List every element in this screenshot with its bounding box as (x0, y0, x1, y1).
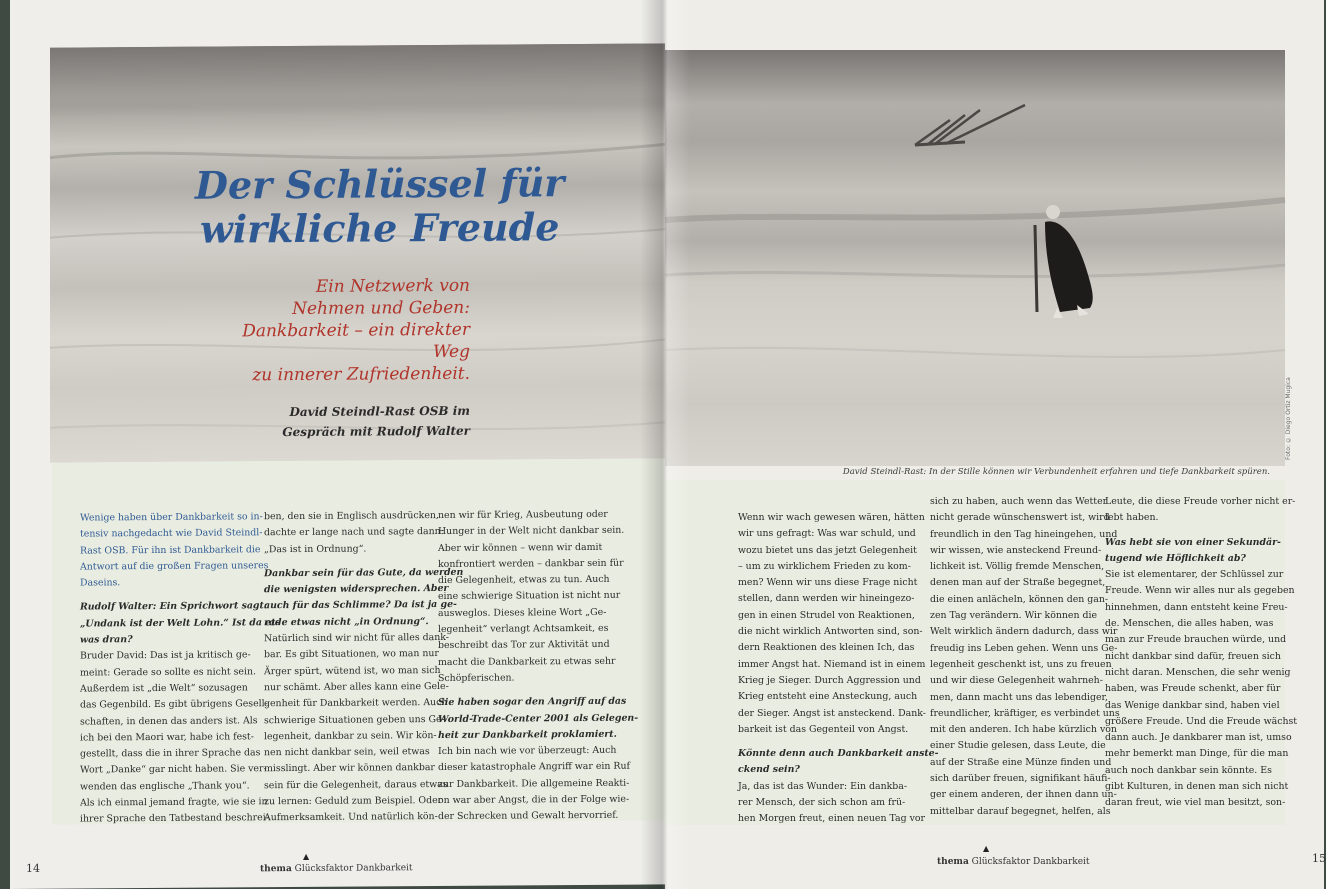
text-line: zur Dankbarkeit. Die allgemeine Reakti- (438, 777, 630, 790)
beach-scene (665, 50, 1285, 466)
walking-monk (1035, 205, 1093, 318)
text-line: das Gegenbild. Es gibt übrigens Gesell- (80, 698, 268, 711)
subtitle-line: Ein Netzwerk von (315, 275, 470, 297)
text-line: nicht daran. Menschen, die sehr wenig (1105, 666, 1291, 678)
text-line: rer Mensch, der sich schon am frü- (738, 797, 906, 809)
text-line: „Das ist in Ordnung“. (264, 543, 367, 555)
text-line: gestellt, dass die in ihrer Sprache das (80, 747, 261, 760)
text-line: dern Reaktionen des kleinen Ich, das (738, 642, 915, 654)
text-line: Außerdem ist „die Welt“ sozusagen (80, 682, 248, 695)
text-line: schwierige Situationen geben uns Ge- (264, 713, 445, 726)
interview-question-line: tugend wie Höflichkeit ab? (1105, 552, 1246, 564)
text-line: barkeit ist das Gegenteil von Angst. (738, 723, 909, 735)
subtitle-line: zu innerer Zufriedenheit. (252, 363, 470, 386)
text-panel-right (665, 480, 1298, 825)
text-line: ihrer Sprache den Tatbestand beschrei- (80, 812, 269, 825)
text-line: genheit für Dankbarkeit werden. Auch (264, 697, 448, 710)
text-line: ger einem anderen, der ihnen dann un- (930, 789, 1117, 801)
text-line: Als ich einmal jemand fragte, wie sie in (80, 796, 268, 809)
text-line: eine schwierige Situation ist nicht nur (438, 590, 621, 603)
text-line: nen nicht dankbar sein, weil etwas (264, 746, 430, 759)
interview-question-line: Dankbar sein für das Gute, da werden (264, 566, 464, 580)
text-line: hen Morgen freut, einen neuen Tag vor (738, 813, 926, 825)
text-line: mit den anderen. Ich habe kürzlich von (930, 724, 1117, 736)
article-byline (255, 401, 470, 443)
text-line: mittelbar darauf begegnet, helfen, als (930, 805, 1111, 817)
footer-left (260, 863, 413, 874)
interview-question-line: die wenigsten widersprechen. Aber (264, 583, 449, 596)
text-line: wenden das englische „Thank you“. (80, 780, 250, 793)
byline-line: David Steindl-Rast OSB im (289, 403, 470, 420)
text-line: legenheit, dankbar zu sein. Wir kön- (264, 729, 437, 743)
text-line: freudig ins Leben gehen. Wenn uns Ge- (930, 642, 1118, 654)
article-subtitle (210, 275, 470, 387)
footer-thema: thema (260, 864, 292, 875)
text-line: Schöpferischen. (438, 672, 515, 684)
text-line: die einen anlächeln, können den gan- (930, 593, 1109, 605)
text-column-3 (438, 507, 639, 826)
text-line: Freude. Wenn wir alles nur als gegeben (1105, 585, 1295, 597)
text-line: men, dann macht uns das lebendiger, (930, 691, 1108, 703)
text-line: das Wenige dankbar sind, haben viel (1105, 699, 1280, 711)
text-line: dachte er lange nach und sagte dann: (264, 526, 444, 539)
footer-thema: thema (937, 857, 969, 867)
text-line: größere Freude. Und die Freude wächst (1105, 715, 1298, 727)
text-line: sich zu haben, auch wenn das Wetter (930, 496, 1108, 507)
text-line: Aufmerksamkeit. Und natürlich kön- (264, 811, 438, 824)
text-line: einer Studie gelesen, dass Leute, die (930, 740, 1106, 752)
article-title (195, 161, 615, 252)
text-line: men? Wenn wir uns diese Frage nicht (738, 577, 918, 589)
text-line: – um zu wirklichem Frieden zu kom- (738, 560, 911, 572)
footer-title: Glücksfaktor Dankbarkeit (971, 857, 1090, 867)
text-column-2 (930, 494, 1120, 820)
text-line: Rast OSB. Für ihn ist Dankbarkeit die (80, 543, 261, 557)
text-line: Aber wir können – wenn wir damit (438, 541, 603, 554)
photo-caption: David Steindl-Rast: In der Stille können wir Verbundenheit erfahren und tiefe Dankbarkeit spüren. (842, 467, 1270, 477)
text-line: man zur Freude brauchen würde, und (1105, 634, 1287, 646)
text-line: Wort „Danke“ gar nicht haben. Sie ver- (80, 763, 267, 776)
text-line: Bruder David: Das ist ja kritisch ge- (80, 649, 251, 662)
text-line: schaften, in denen das anders ist. Als (80, 714, 258, 728)
paragraph-gap (738, 738, 914, 746)
photo-credit: Foto: © Diego Ortiz Mugica (1285, 377, 1292, 460)
text-line: konfrontiert werden – dankbar sein für (438, 557, 624, 570)
left-page (10, 0, 665, 889)
text-line: meint: Gerade so sollte es nicht sein. (80, 665, 256, 679)
text-line: zen Tag verändern. Wir können die (930, 610, 1098, 622)
text-line: ausweglos. Dieses kleine Wort „Ge- (438, 606, 607, 619)
footer-title: Glücksfaktor Dankbarkeit (294, 863, 413, 875)
text-line: gen in einen Strudel von Reaktionen, (738, 609, 915, 621)
interview-question-line: Könnte denn auch Dankbarkeit anste- (738, 748, 939, 760)
text-line: Hunger in der Welt nicht dankbar sein. (438, 525, 625, 538)
page-number-left: 14 (26, 861, 40, 875)
text-line: nen wir für Krieg, Ausbeutung oder (438, 508, 608, 522)
text-column-1 (80, 509, 280, 828)
text-line: der Schrecken und Gewalt hervorrief. (438, 810, 619, 823)
text-line: immer Angst hat. Niemand ist in einem (738, 658, 926, 670)
text-line: der Sieger. Angst ist ansteckend. Dank- (738, 707, 926, 719)
text-panel-left (52, 458, 674, 824)
text-line: dieser katastrophale Angriff war ein Ruf (438, 761, 630, 774)
text-line: Sie ist elementarer, der Schlüssel zur (1105, 569, 1284, 581)
interview-question-line: rade etwas nicht „in Ordnung“. (264, 615, 429, 629)
interview-question-line: Was hebt sie von einer Sekundär- (1105, 536, 1281, 548)
text-line: auf der Straße eine Münze finden und (930, 756, 1112, 768)
beach-photo-right (665, 50, 1285, 466)
text-line: misslingt. Aber wir können dankbar (264, 762, 435, 775)
text-line: Antwort auf die großen Fragen unseres (80, 560, 269, 573)
beach-photo-left (50, 43, 675, 462)
text-line: daran freut, wie viel man besitzt, son- (1105, 797, 1286, 809)
text-line: beschreibt das Tor zur Aktivität und (438, 639, 610, 652)
text-line: mehr bemerkt man Dinge, für die man (1105, 748, 1289, 760)
subtitle-line: Nehmen und Geben: (292, 297, 470, 320)
text-line: freundlicher, kräftiger, es verbindet uns (930, 707, 1120, 719)
interview-question-line: was dran? (80, 634, 133, 646)
interview-question-line: „Undank ist der Welt Lohn.“ Ist da et- (80, 616, 280, 630)
text-line: Wenige haben über Dankbarkeit so in- (80, 511, 263, 524)
paragraph-gap (1105, 527, 1281, 535)
text-line: Ich bin nach wie vor überzeugt: Auch (438, 744, 617, 758)
text-line: Krieg je Sieger. Durch Aggression und (738, 674, 921, 686)
text-line: hinnehmen, dann entsteht keine Freu- (1105, 601, 1288, 613)
text-line: ich bei den Maori war, habe ich fest- (80, 731, 254, 744)
text-line: die nicht wirklich Antworten sind, son- (738, 626, 923, 638)
text-line: on war aber Angst, die in der Folge wie- (438, 793, 630, 807)
page-number-right: 15 (1312, 852, 1326, 865)
text-line: Daseins. (80, 577, 121, 589)
text-line: stellen, dann werden wir hineingezo- (738, 593, 915, 605)
text-line: denen man auf der Straße begegnet, (930, 577, 1106, 589)
text-line: legenheit“ verlangt Achtsamkeit, es (438, 622, 609, 636)
text-line: macht die Dankbarkeit zu etwas sehr (438, 655, 616, 668)
text-line: Wenn wir wach gewesen wären, hätten (738, 512, 925, 523)
bird-icon: ▲ (303, 851, 310, 861)
text-line: ben, den sie in Englisch ausdrücken, (264, 510, 439, 523)
text-line: nicht dankbar sind dafür, freuen sich (1105, 650, 1281, 662)
interview-question-line: Sie haben sogar den Angriff auf das (438, 695, 627, 709)
text-column-1 (738, 510, 939, 828)
bird-icon: ▲ (983, 844, 990, 853)
text-line: haben, was Freude schenkt, aber für (1105, 683, 1281, 695)
text-line: wozu bietet uns das jetzt Gelegenheit (738, 544, 917, 556)
text-line: dann auch. Je dankbarer man ist, umso (1105, 732, 1292, 744)
text-line: lebt haben. (1105, 512, 1159, 524)
byline-line: Gespräch mit Rudolf Walter (282, 423, 470, 440)
text-line: nicht gerade wünschenswert ist, wird (930, 512, 1110, 524)
text-line: sich darüber freuen, signifikant häufi- (930, 773, 1111, 785)
sand-texture (50, 43, 675, 462)
interview-question-line: heit zur Dankbarkeit proklamiert. (438, 728, 617, 741)
text-line: wir wissen, wie ansteckend Freund- (930, 544, 1102, 556)
interview-question-line: auch für das Schlimme? Da ist ja ge- (264, 599, 457, 612)
text-line: tensiv nachgedacht wie David Steindl- (80, 527, 263, 540)
text-line: Leute, die diese Freude vorher nicht er- (1105, 496, 1296, 507)
text-line: Ärger spürt, wütend ist, wo man sich (264, 664, 441, 677)
text-column-3 (1105, 494, 1298, 812)
text-line: und wir diese Gelegenheit wahrneh- (930, 675, 1103, 687)
text-line: die Gelegenheit, etwas zu tun. Auch (438, 574, 610, 587)
text-line: sein für die Gelegenheit, daraus etwas (264, 778, 448, 791)
text-line: nur schämt. Aber alles kann eine Gele- (264, 680, 449, 694)
text-line: zu lernen: Geduld zum Beispiel. Oder (264, 795, 443, 808)
interview-question-line: World-Trade-Center 2001 als Gelegen- (438, 712, 639, 725)
text-line: Ja, das ist das Wunder: Ein dankba- (738, 780, 908, 792)
driftwood (915, 105, 1025, 145)
text-line: legenheit geschenkt ist, uns zu freuen (930, 658, 1112, 670)
text-line: wir uns gefragt: Was war schuld, und (738, 528, 916, 540)
interview-question-line: ckend sein? (738, 764, 800, 776)
text-column-2 (264, 508, 464, 827)
footer-right (937, 857, 1090, 867)
text-line: lichkeit ist. Völlig fremde Menschen, (930, 561, 1105, 573)
text-line: Natürlich sind wir nicht für alles dank- (264, 632, 449, 645)
right-page (665, 0, 1324, 889)
interview-question-line: Rudolf Walter: Ein Sprichwort sagt: (80, 600, 268, 613)
text-line: auch noch dankbar sein könnte. Es (1105, 764, 1272, 776)
text-line: de. Menschen, die alles haben, was (1105, 618, 1274, 630)
text-line: bar. Es gibt Situationen, wo man nur (264, 648, 439, 661)
text-line: gibt Kulturen, in denen man sich nicht (1105, 781, 1289, 793)
text-line: freundlich in den Tag hineingehen, und (930, 528, 1118, 540)
text-line: Krieg entsteht eine Ansteckung, auch (738, 691, 918, 703)
subtitle-line: Dankbarkeit – ein direkter Weg (242, 319, 470, 363)
text-line: Welt wirklich ändern dadurch, dass wir (930, 626, 1118, 638)
title-line-1: Der Schlüssel für (195, 160, 565, 208)
title-line-2: wirkliche Freude (200, 204, 560, 252)
